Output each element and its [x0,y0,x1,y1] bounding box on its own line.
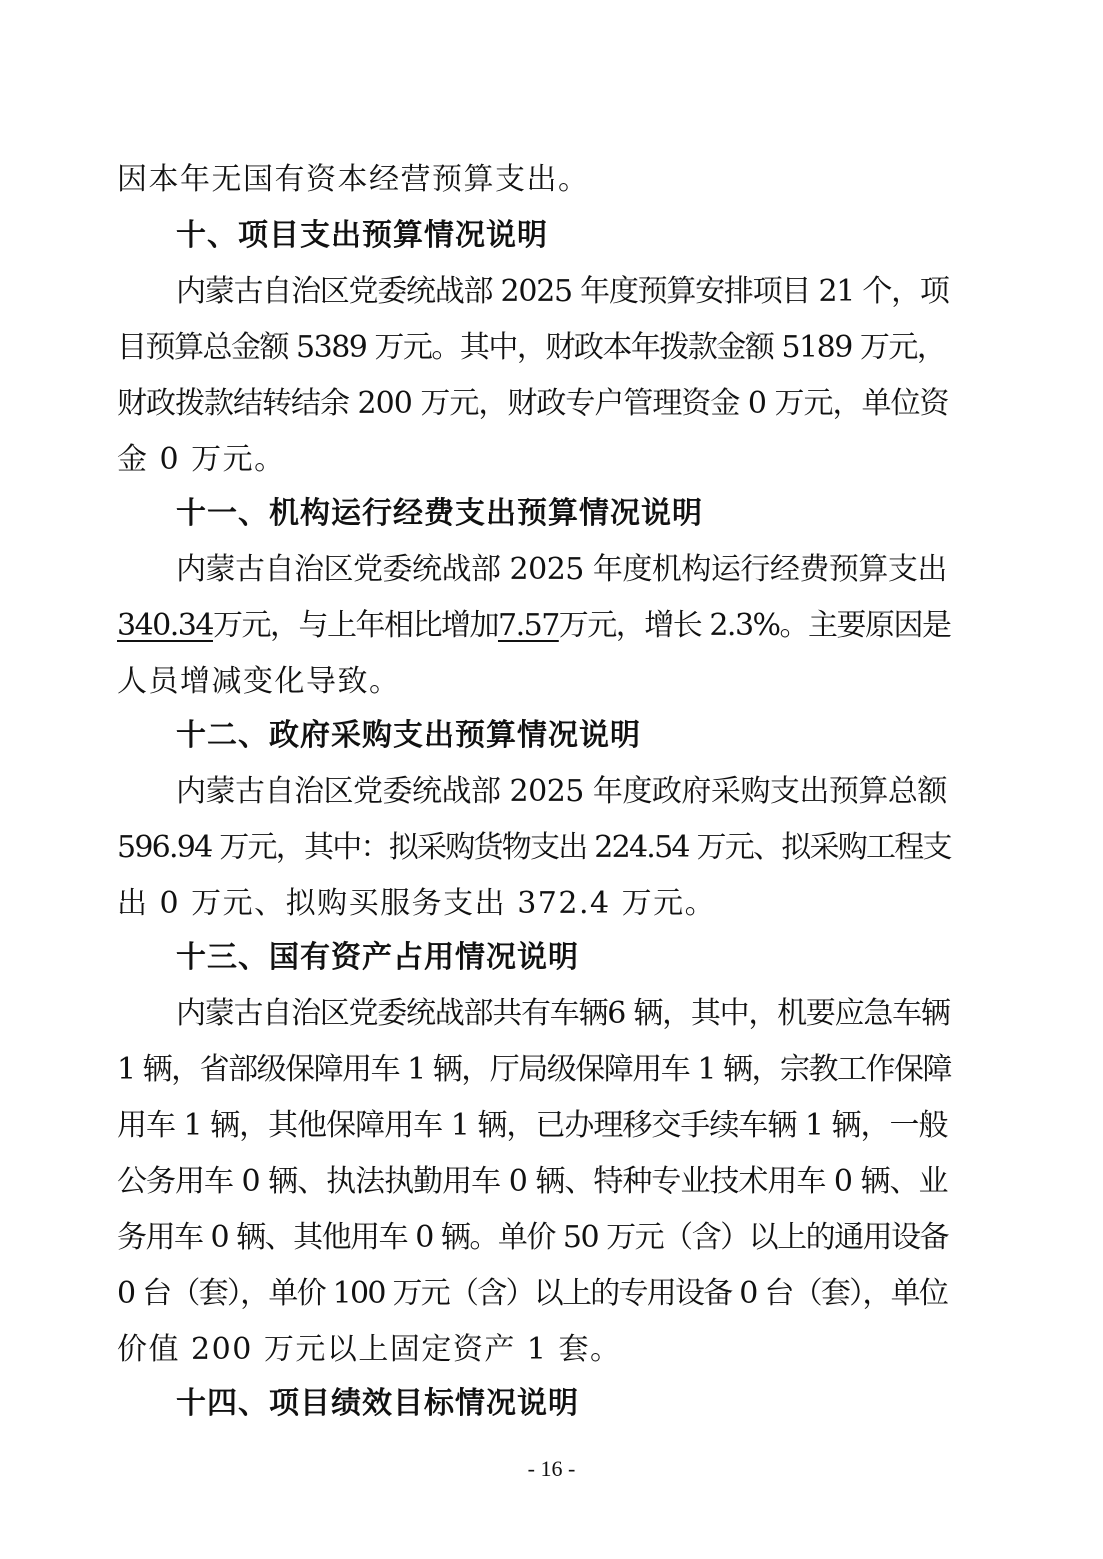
paragraph-line: 金 0 万元。 [117,442,286,477]
paragraph-line: 内蒙古自治区党委统战部共有车辆6 辆，其中，机要应急车辆 [176,996,950,1031]
text-run: 万元，与上年相比增加 [212,608,498,643]
text-run: 万元，增长 2.3%。主要原因是 [558,608,951,643]
underlined-amount: 7.57 [497,608,559,643]
paragraph-line: 596.94 万元，其中：拟采购货物支出 224.54 万元、拟采购工程支 [117,830,951,865]
paragraph-line: 内蒙古自治区党委统战部 2025 年度机构运行经费预算支出 [176,552,947,587]
paragraph-line: 财政拨款结转结余 200 万元，财政专户管理资金 0 万元，单位资 [117,386,949,421]
paragraph-line: 目预算总金额 5389 万元。其中，财政本年拨款金额 5189 万元， [117,330,946,365]
section-heading-11: 十一、机构运行经费支出预算情况说明 [176,496,703,531]
paragraph-line: 1 辆，省部级保障用车 1 辆，厅局级保障用车 1 辆，宗教工作保障 [117,1052,951,1087]
paragraph-line [117,606,952,646]
section-heading-13: 十三、国有资产占用情况说明 [176,940,579,975]
section-heading-14: 十四、项目绩效目标情况说明 [176,1386,579,1421]
section-heading-12: 十二、政府采购支出预算情况说明 [176,718,641,753]
paragraph-line: 内蒙古自治区党委统战部 2025 年度预算安排项目 21 个，项 [176,274,949,309]
paragraph-line: 公务用车 0 辆、执法执勤用车 0 辆、特种专业技术用车 0 辆、业 [117,1164,948,1199]
paragraph-line: 0 台（套），单价 100 万元（含）以上的专用设备 0 台（套），单位 [117,1276,948,1311]
paragraph-line: 出 0 万元、拟购买服务支出 372.4 万元。 [117,886,717,921]
section-heading-10: 十、项目支出预算情况说明 [176,218,548,253]
paragraph-line: 内蒙古自治区党委统战部 2025 年度政府采购支出预算总额 [176,774,947,809]
page-number: - 16 - [527,1456,576,1481]
paragraph-line: 价值 200 万元以上固定资产 1 套。 [117,1332,622,1367]
paragraph-line: 务用车 0 辆、其他用车 0 辆。单价 50 万元（含）以上的通用设备 [117,1220,949,1255]
underlined-amount: 340.34 [117,608,213,643]
paragraph-line: 用车 1 辆，其他保障用车 1 辆，已办理移交手续车辆 1 辆，一般 [117,1108,948,1143]
paragraph-line: 因本年无国有资本经营预算支出。 [117,162,590,197]
paragraph-line: 人员增减变化导致。 [117,664,401,699]
